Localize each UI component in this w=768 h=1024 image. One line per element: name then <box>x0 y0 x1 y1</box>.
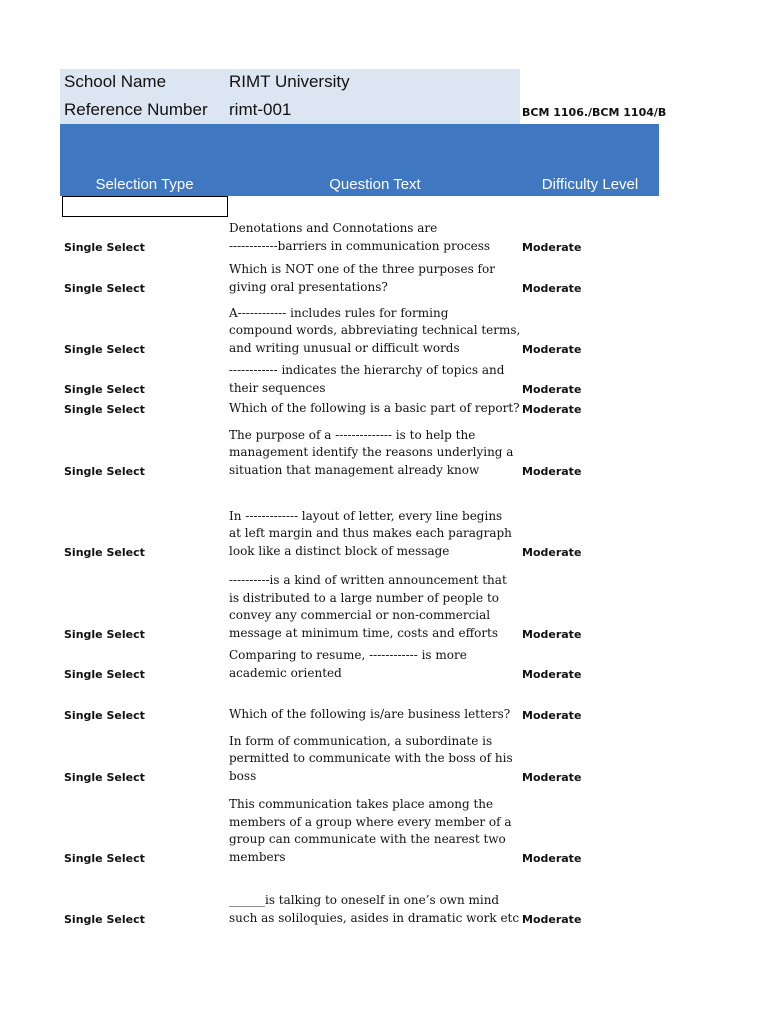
question-text-cell: ----------is a kind of written announcement that is distributed to a large number of people to convey any commercial or non-commercial message at minimum time, costs and efforts <box>229 573 507 640</box>
selection-type-cell: Single Select <box>64 709 145 722</box>
difficulty-cell: Moderate <box>522 546 582 559</box>
difficulty-cell: Moderate <box>522 282 582 295</box>
table-row <box>60 682 660 723</box>
question-text-cell: ______is talking to oneself in one’s own mind such as soliloquies, asides in dramatic work etc <box>229 893 520 925</box>
selection-type-cell: Single Select <box>64 343 145 356</box>
selection-type-cell: Single Select <box>64 546 145 559</box>
school-name-value: RIMT University <box>229 72 350 91</box>
question-text-cell: In ------------- layout of letter, every line begins at left margin and thus makes each paragraph look like a distinct block of message <box>229 508 512 558</box>
school-name-label: School Name <box>64 72 167 91</box>
selection-type-cell: Single Select <box>64 241 145 254</box>
table-row <box>60 866 660 927</box>
table-row <box>60 560 660 642</box>
table-row <box>60 479 660 560</box>
difficulty-cell: Moderate <box>522 913 582 926</box>
difficulty-cell: Moderate <box>522 709 582 722</box>
selection-type-cell: Single Select <box>64 668 145 681</box>
selection-type-cell: Single Select <box>64 383 145 396</box>
school-info-block <box>60 69 520 125</box>
table-row <box>60 723 660 785</box>
selection-type-cell: Single Select <box>64 282 145 295</box>
reference-number-value: rimt-001 <box>229 100 292 119</box>
question-text-cell: A------------ includes rules for forming compound words, abbreviating technical terms, and writing unusual or difficult words <box>229 305 521 355</box>
selection-type-cell: Single Select <box>64 403 145 416</box>
column-header-question-text: Question Text <box>329 176 421 193</box>
table-row <box>60 642 660 682</box>
question-text-cell: Which of the following is/are business letters? <box>229 706 511 721</box>
table-row <box>60 417 660 479</box>
course-code: BCM 1106./BCM 1104/B <box>522 106 667 119</box>
difficulty-cell: Moderate <box>522 771 582 784</box>
table-row <box>60 255 660 296</box>
difficulty-cell: Moderate <box>522 465 582 478</box>
table-row <box>60 397 660 417</box>
question-text-cell: In form of communication, a subordinate is permitted to communicate with the boss of his boss <box>229 733 513 783</box>
difficulty-cell: Moderate <box>522 852 582 865</box>
table-row <box>60 216 660 255</box>
selection-type-cell: Single Select <box>64 913 145 926</box>
table-header <box>60 124 659 196</box>
difficulty-cell: Moderate <box>522 383 582 396</box>
table-row <box>60 785 660 866</box>
difficulty-cell: Moderate <box>522 668 582 681</box>
question-text-cell: Denotations and Connotations are ------------barriers in communication process <box>229 221 491 253</box>
reference-number-label: Reference Number <box>64 100 208 119</box>
question-text-cell: This communication takes place among the members of a group where every member of a group can communicate with the nearest two members <box>229 797 512 864</box>
column-header-difficulty-level: Difficulty Level <box>541 176 639 193</box>
question-text-cell: ------------ indicates the hierarchy of topics and their sequences <box>229 363 505 395</box>
table-row <box>60 357 660 397</box>
question-text-cell: The purpose of a -------------- is to help the management identify the reasons underlying a situation that management already know <box>229 427 514 477</box>
column-header-selection-type: Selection Type <box>95 176 194 193</box>
difficulty-cell: Moderate <box>522 241 582 254</box>
table-row <box>60 296 660 357</box>
difficulty-cell: Moderate <box>522 628 582 641</box>
selection-type-cell: Single Select <box>64 852 145 865</box>
difficulty-cell: Moderate <box>522 343 582 356</box>
selection-type-cell: Single Select <box>64 771 145 784</box>
selection-type-cell: Single Select <box>64 465 145 478</box>
difficulty-cell: Moderate <box>522 403 582 416</box>
selected-empty-cell[interactable] <box>62 196 228 217</box>
question-text-cell: Comparing to resume, ------------ is more academic oriented <box>229 648 467 680</box>
selection-type-cell: Single Select <box>64 628 145 641</box>
question-text-cell: Which of the following is a basic part of report? <box>229 400 520 415</box>
question-text-cell: Which is NOT one of the three purposes for giving oral presentations? <box>229 262 495 294</box>
